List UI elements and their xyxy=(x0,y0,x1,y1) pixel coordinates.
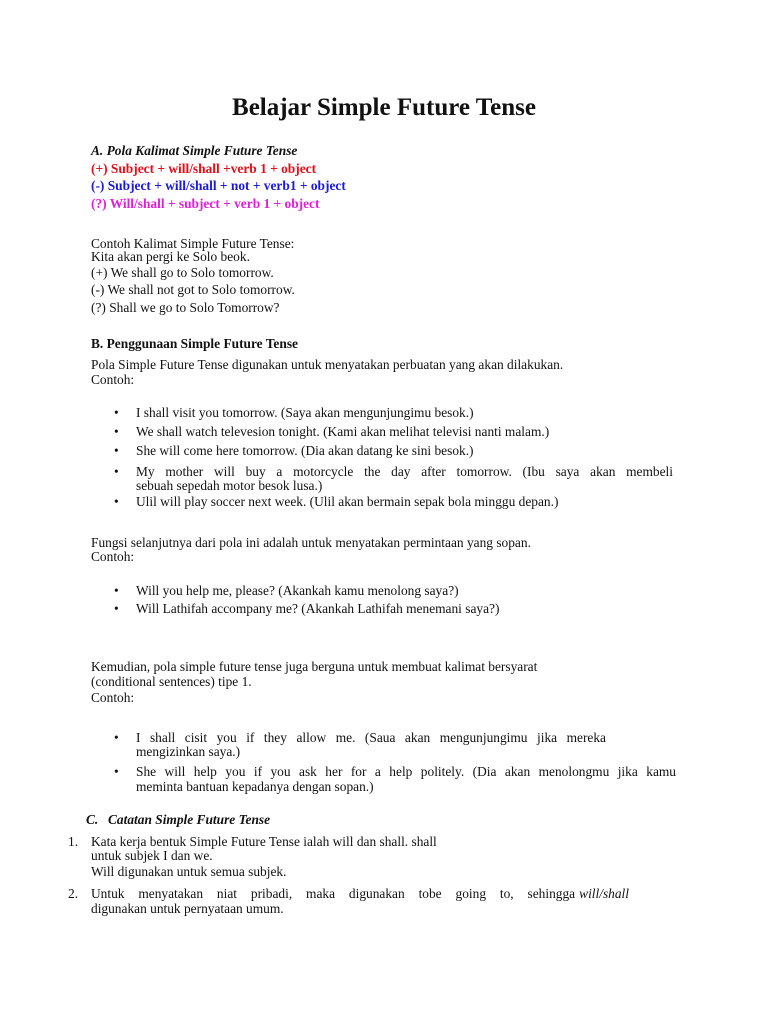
example-heading: Contoh Kalimat Simple Future Tense: xyxy=(91,236,295,251)
section-b-heading: B. Penggunaan Simple Future Tense xyxy=(91,336,298,351)
example-line: (?) Shall we go to Solo Tomorrow? xyxy=(91,300,280,315)
bullet-icon: • xyxy=(114,443,119,458)
paragraph: Kemudian, pola simple future tense juga berguna untuk membuat kalimat bersyarat xyxy=(91,659,538,674)
list-item-continuation: meminta bantuan kepadanya dengan sopan.) xyxy=(136,779,374,794)
numbered-item: 1. Kata kerja bentuk Simple Future Tense ialah will dan shall. shall xyxy=(68,834,437,849)
list-item-continuation: mengizinkan saya.) xyxy=(136,744,241,759)
paragraph: (conditional sentences) tipe 1. xyxy=(91,674,252,689)
section-c-label: C. xyxy=(86,812,99,827)
numbered-item: 2. Untuk menyatakan niat pribadi, maka digunakan tobe going to, sehingga will/shall xyxy=(68,886,629,901)
bullet-icon: • xyxy=(114,494,119,509)
example-line: (-) We shall not got to Solo tomorrow. xyxy=(91,282,295,297)
list-item: • We shall watch televesion tonight. (Kami akan melihat televisi nanti malam.) xyxy=(114,424,550,439)
page-title: Belajar Simple Future Tense xyxy=(232,94,536,121)
list-item: • I shall cisit you if they allow me. (Saua akan mengunjungimu jika mereka xyxy=(114,730,606,745)
pattern-negative: (-) Subject + will/shall + not + verb1 + object xyxy=(91,178,346,193)
list-item: • Will you help me, please? (Akankah kamu menolong saya?) xyxy=(114,583,459,598)
bullet-icon: • xyxy=(114,583,119,598)
example-line: (+) We shall go to Solo tomorrow. xyxy=(91,265,274,280)
list-item: • Will Lathifah accompany me? (Akankah Lathifah menemani saya?) xyxy=(114,601,500,616)
list-item: • She will help you if you ask her for a help politely. (Dia akan menolongmu jika kamu xyxy=(114,764,676,779)
numbered-item-continuation: untuk subjek I dan we. xyxy=(91,848,213,863)
bullet-icon: • xyxy=(114,424,119,439)
bullet-icon: • xyxy=(114,730,119,745)
bullet-icon: • xyxy=(114,764,119,779)
contoh-label: Contoh: xyxy=(91,690,135,705)
bullet-icon: • xyxy=(114,464,119,479)
numbered-item-continuation: Will digunakan untuk semua subjek. xyxy=(91,864,287,879)
pattern-positive: (+) Subject + will/shall +verb 1 + object xyxy=(91,161,317,176)
section-c-heading: Catatan Simple Future Tense xyxy=(108,812,271,827)
contoh-label: Contoh: xyxy=(91,372,135,387)
example-line: Kita akan pergi ke Solo beok. xyxy=(91,249,250,264)
bullet-icon: • xyxy=(114,405,119,420)
list-item: • My mother will buy a motorcycle the day after tomorrow. (Ibu saya akan membeli xyxy=(114,464,673,479)
list-item: • Ulil will play soccer next week. (Ulil akan bermain sepak bola minggu depan.) xyxy=(114,494,559,509)
contoh-label: Contoh: xyxy=(91,549,135,564)
section-a-heading: A. Pola Kalimat Simple Future Tense xyxy=(91,143,298,158)
list-item: • I shall visit you tomorrow. (Saya akan mengunjungimu besok.) xyxy=(114,405,474,420)
item-number: 2. xyxy=(68,886,79,901)
list-item-continuation: sebuah sepedah motor besok lusa.) xyxy=(136,478,323,493)
bullet-icon: • xyxy=(114,601,119,616)
item-number: 1. xyxy=(68,834,79,849)
paragraph: Pola Simple Future Tense digunakan untuk menyatakan perbuatan yang akan dilakukan. xyxy=(91,357,564,372)
numbered-item-continuation: digunakan untuk pernyataan umum. xyxy=(91,901,284,916)
pattern-question: (?) Will/shall + subject + verb 1 + object xyxy=(91,196,320,211)
paragraph: Fungsi selanjutnya dari pola ini adalah untuk menyatakan permintaan yang sopan. xyxy=(91,535,531,550)
list-item: • She will come here tomorrow. (Dia akan datang ke sini besok.) xyxy=(114,443,474,458)
